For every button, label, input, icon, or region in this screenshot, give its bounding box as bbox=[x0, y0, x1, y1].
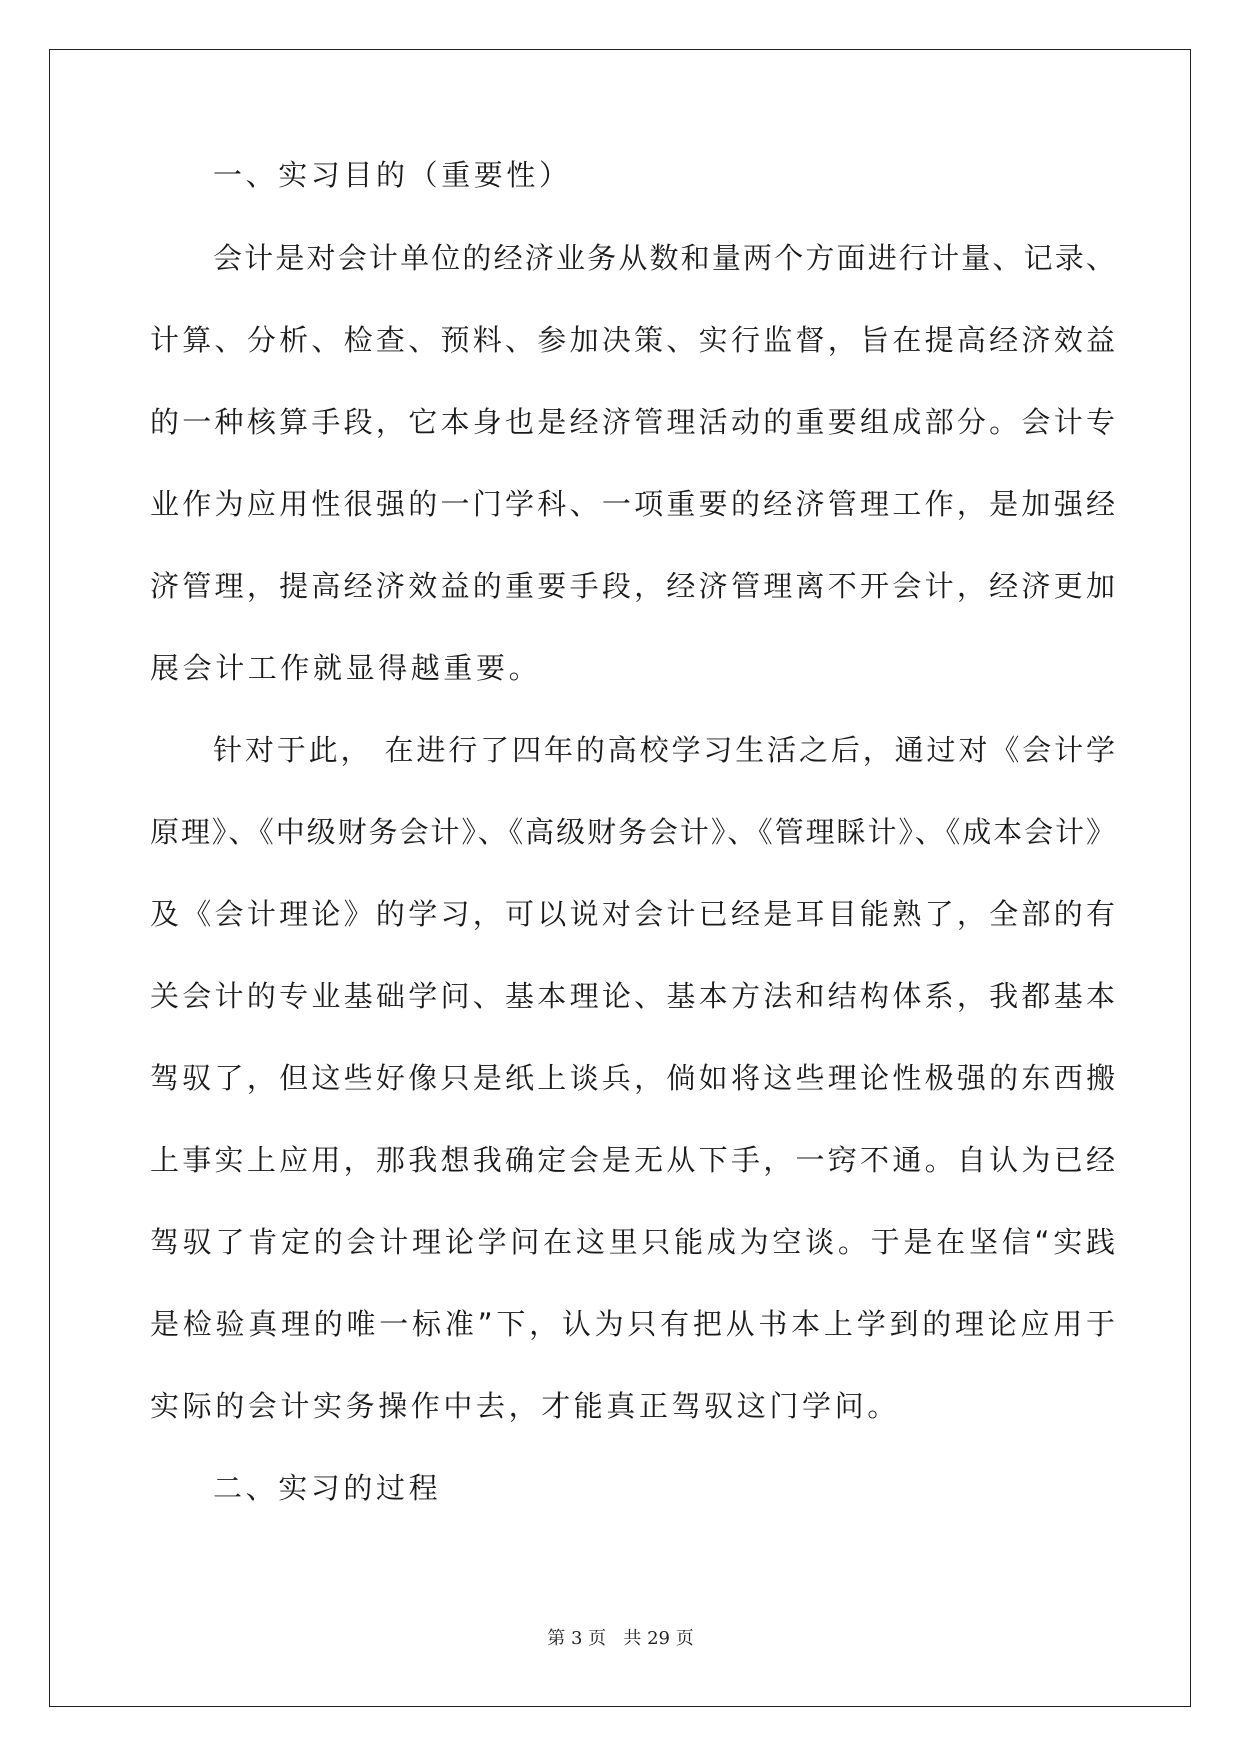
paragraph-line: 实际的会计实务操作中去，才能真正驾驭这门学问。 bbox=[150, 1389, 900, 1423]
paragraph-line: 会计是对会计单位的经济业务从数和量两个方面进行计量、记录、 bbox=[213, 241, 1115, 275]
paragraph-line: 及《会计理论》的学习，可以说对会计已经是耳目能熟了，全部的有 bbox=[150, 897, 1115, 931]
paragraph-line: 的一种核算手段，它本身也是经济管理活动的重要组成部分。会计专 bbox=[150, 405, 1115, 439]
paragraph-line: 关会计的专业基础学问、基本理论、基本方法和结构体系，我都基本 bbox=[150, 979, 1115, 1013]
paragraph-line: 针对于此， 在进行了四年的高校学习生活之后，通过对《会计学 bbox=[213, 733, 1115, 767]
paragraph-line: 上事实上应用，那我想我确定会是无从下手，一窍不通。自认为已经 bbox=[150, 1143, 1115, 1177]
paragraph-line: 业作为应用性很强的一门学科、一项重要的经济管理工作，是加强经 bbox=[150, 487, 1115, 521]
paragraph-line: 计算、分析、检查、预料、参加决策、实行监督，旨在提高经济效益 bbox=[150, 323, 1115, 357]
paragraph-line: 原理》、《中级财务会计》、《高级财务会计》、《管理睬计》、《成本会计》 bbox=[150, 815, 1115, 849]
paragraph-line: 展会计工作就显得越重要。 bbox=[150, 651, 542, 685]
section-heading-purpose: 一、实习目的（重要性） bbox=[213, 158, 572, 192]
page-number-label: 第 3 页 共 29 页 bbox=[547, 1628, 694, 1649]
paragraph-line: 驾驭了肯定的会计理论学问在这里只能成为空谈。于是在坚信“实践 bbox=[150, 1225, 1115, 1259]
paragraph-line: 驾驭了，但这些好像只是纸上谈兵，倘如将这些理论性极强的东西搬 bbox=[150, 1061, 1115, 1095]
paragraph-line: 济管理，提高经济效益的重要手段，经济管理离不开会计，经济更加 bbox=[150, 569, 1115, 603]
page-border bbox=[49, 49, 1191, 1707]
page-footer bbox=[0, 1627, 1241, 1651]
paragraph-line: 是检验真理的唯一标准”下，认为只有把从书本上学到的理论应用于 bbox=[150, 1307, 1115, 1341]
section-heading-process: 二、实习的过程 bbox=[213, 1471, 442, 1505]
